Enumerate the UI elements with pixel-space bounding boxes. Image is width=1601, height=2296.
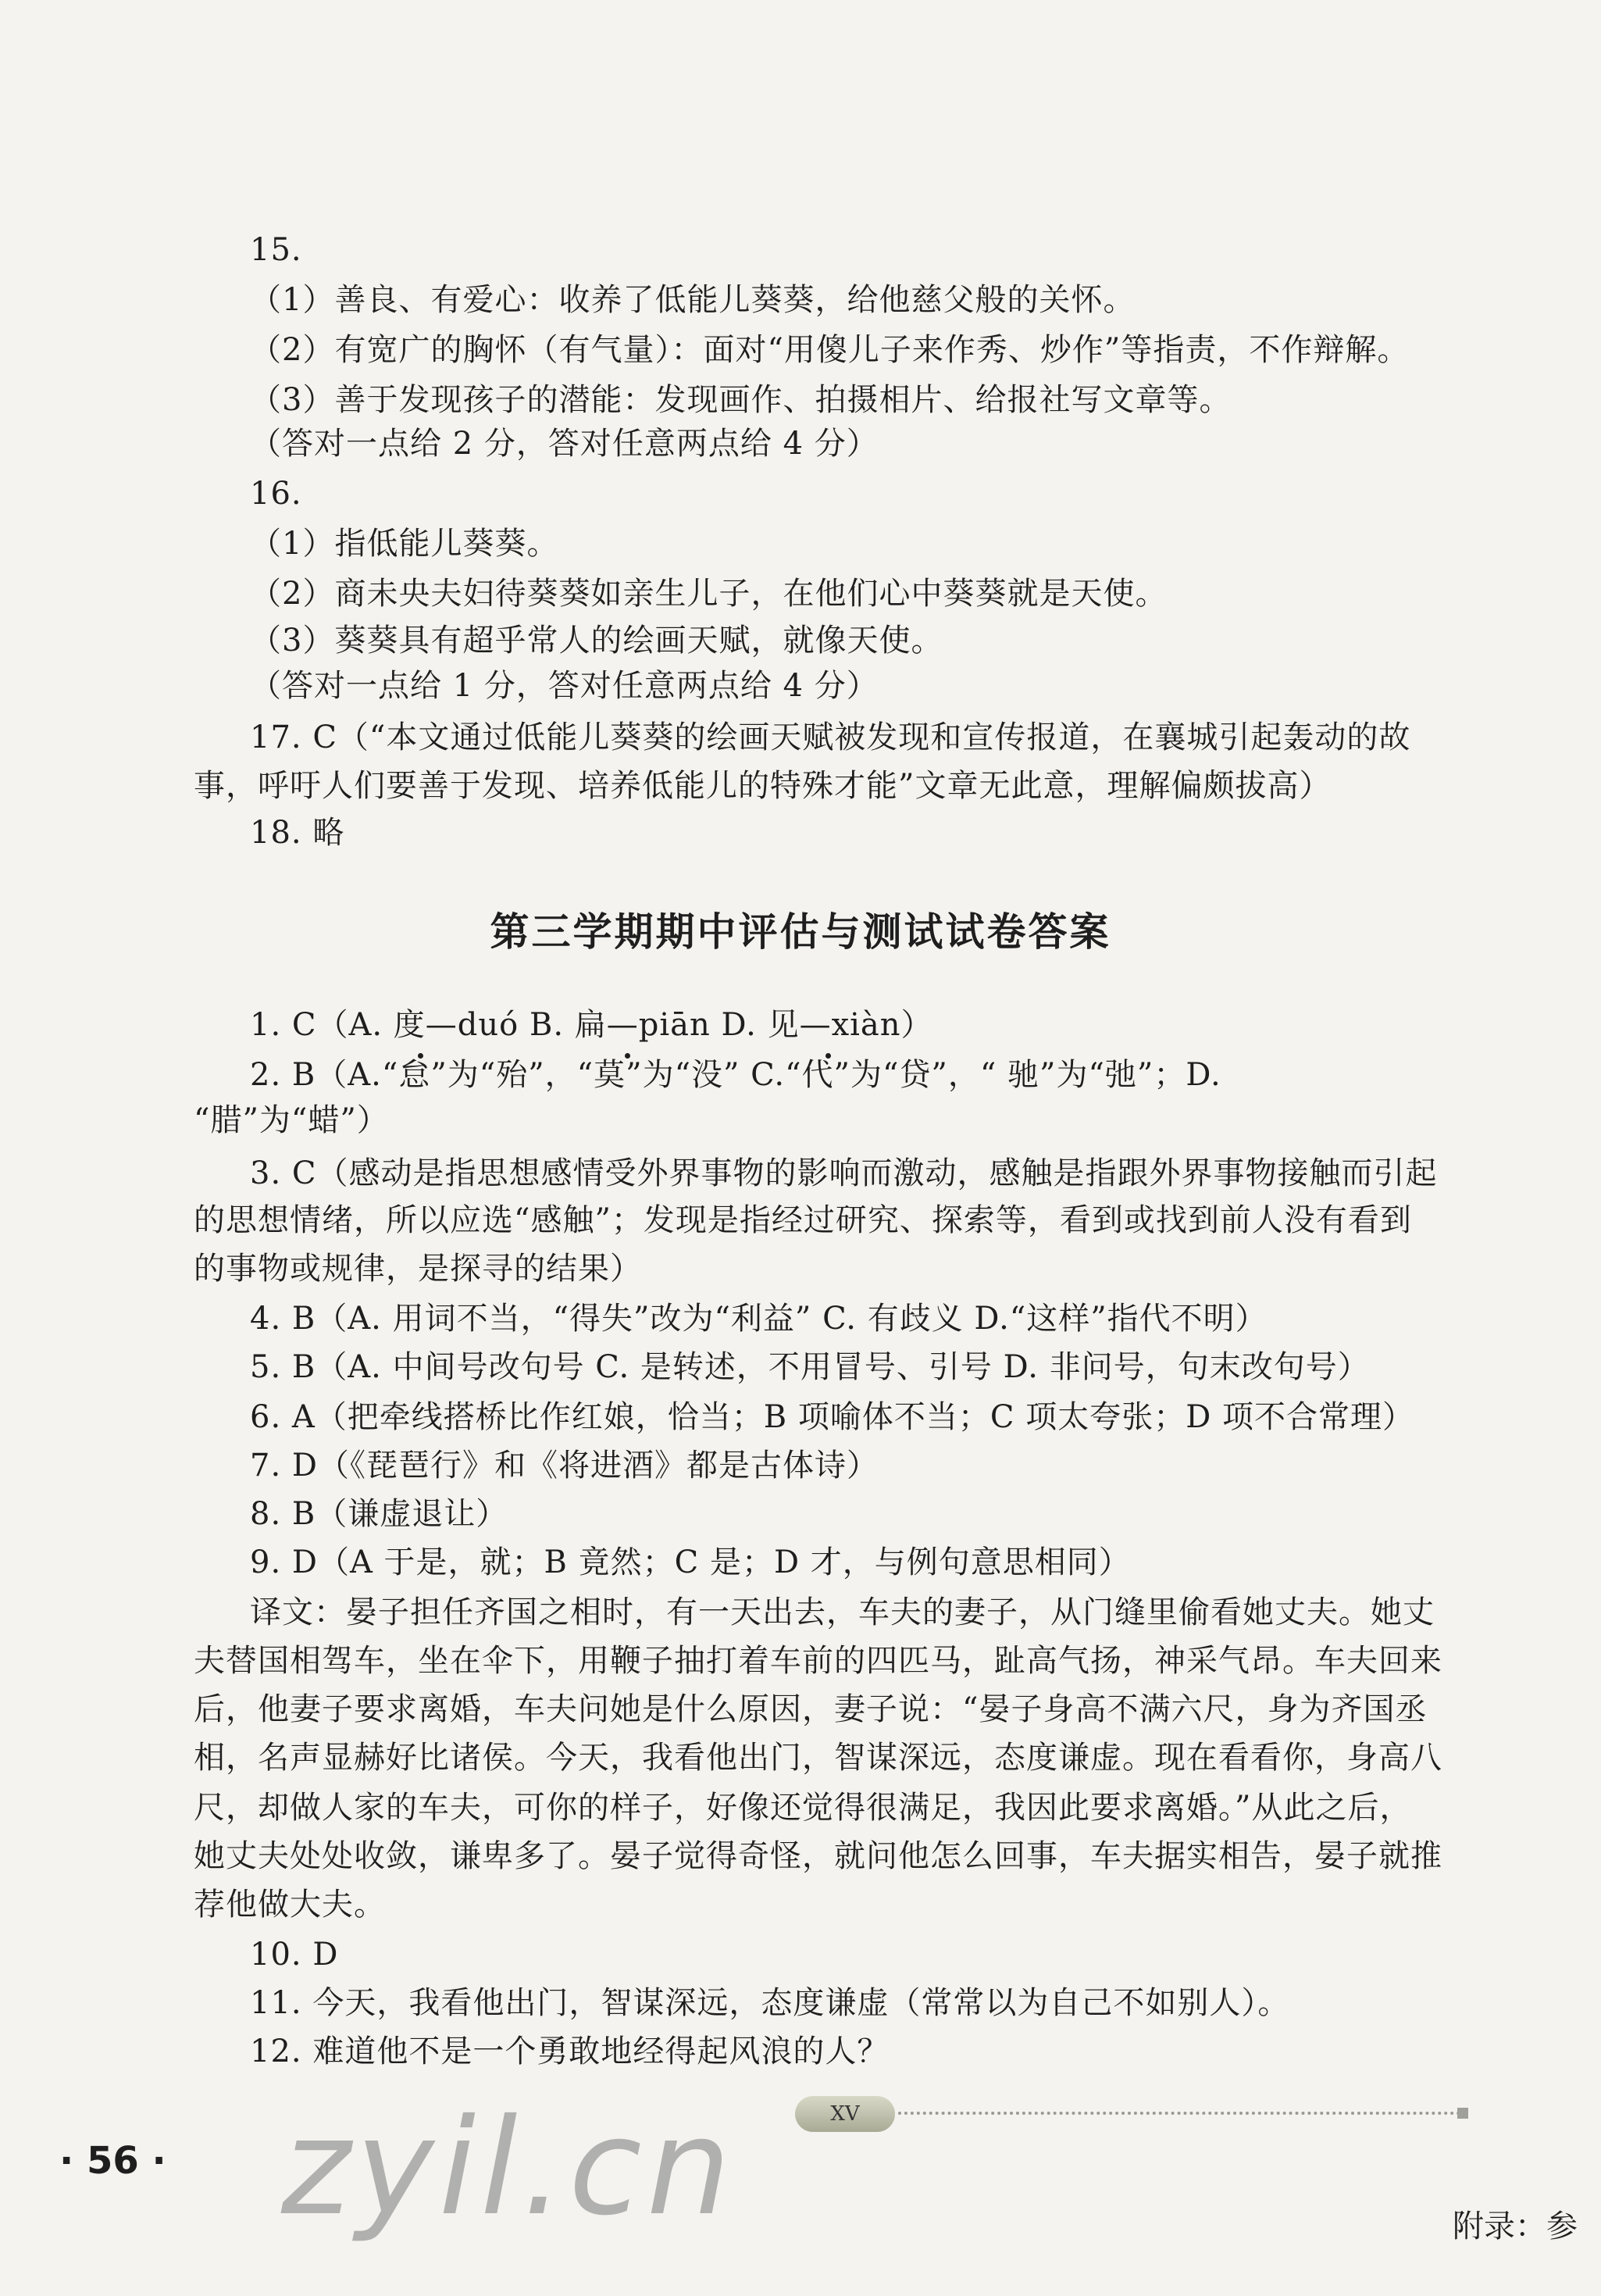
- answer-line: 10. D: [250, 1937, 339, 1973]
- answer-line: 6. A（把牵线搭桥比作红娘，恰当；B 项喻体不当；C 项太夸张；D 项不合常理）: [250, 1399, 1414, 1435]
- answer-line: 2. B（A.“怠”为“殆”，“莫”为“没” C.“代”为“贷”，“ 驰”为“弛”；D.: [250, 1057, 1221, 1093]
- scoring-note: （答对一点给 1 分，答对任意两点给 4 分）: [250, 668, 879, 704]
- answer-line: （3）葵葵具有超乎常人的绘画天赋，就像天使。: [250, 623, 943, 659]
- watermark: zyil.cn: [281, 2091, 736, 2245]
- answer-line: 9. D（A 于是，就；B 竟然；C 是；D 才，与例句意思相同）: [250, 1544, 1131, 1580]
- answer-line: 5. B（A. 中间号改句号 C. 是转述，不用冒号、引号 D. 非问号，句末改句号）: [250, 1349, 1370, 1385]
- translation-line: 相，名声显赫好比诸侯。今天，我看他出门，智谋深远，态度谦虚。现在看看你，身高八: [194, 1740, 1442, 1776]
- answer-line: 12. 难道他不是一个勇敢地经得起风浪的人？: [250, 2034, 890, 2069]
- answer-line: 1. C（A. 度—duó B. 扁—piān D. 见—xiàn）: [250, 1007, 933, 1043]
- answer-line: （1）善良、有爱心：收养了低能儿葵葵，给他慈父般的关怀。: [250, 282, 1136, 318]
- footer-rule-end: [1457, 2108, 1468, 2119]
- translation-line: 夫替国相驾车，坐在伞下，用鞭子抽打着车前的四匹马，趾高气扬，神采气昂。车夫回来: [194, 1643, 1442, 1679]
- appendix-label: 附录：参: [1453, 2209, 1578, 2244]
- question-number: 15.: [250, 232, 302, 268]
- answer-line: 的思想情绪，所以应选“感触”；发现是指经过研究、探索等，看到或找到前人没有看到: [194, 1202, 1412, 1238]
- answer-line: 的事物或规律，是探寻的结果）: [194, 1251, 642, 1287]
- answer-line: （2）商未央夫妇待葵葵如亲生儿子，在他们心中葵葵就是天使。: [250, 576, 1168, 612]
- page-number: · 56 ·: [59, 2139, 166, 2183]
- answer-line: （2）有宽广的胸怀（有气量）：面对“用傻儿子来作秀、炒作”等指责，不作辩解。: [250, 332, 1410, 368]
- answer-line: “腊”为“蜡”）: [194, 1102, 389, 1138]
- translation-line: 尺，却做人家的车夫，可你的样子，好像还觉得很满足，我因此要求离婚。”从此之后，: [194, 1790, 1412, 1826]
- answer-line: 8. B（谦虚退让）: [250, 1496, 508, 1532]
- translation-line: 她丈夫处处收敛，谦卑多了。晏子觉得奇怪，就问他怎么回事，车夫据实相告，晏子就推: [194, 1838, 1442, 1874]
- question-number: 16.: [250, 476, 302, 512]
- section-heading: 第三学期期中评估与测试试卷答案: [490, 909, 1111, 955]
- answer-line: 17. C（“本文通过低能儿葵葵的绘画天赋被发现和宣传报道，在襄城引起轰动的故: [250, 720, 1411, 755]
- answer-line: 3. C（感动是指思想感情受外界事物的影响而激动，感触是指跟外界事物接触而引起: [250, 1155, 1438, 1191]
- footer-dotted-rule: [898, 2112, 1460, 2115]
- answer-line: 11. 今天，我看他出门，智谋深远，态度谦虚（常常以为自己不如别人）。: [250, 1985, 1290, 2021]
- answer-line: 4. B（A. 用词不当，“得失”改为“利益” C. 有歧义 D.“这样”指代不明）: [250, 1301, 1268, 1337]
- answer-line: （3）善于发现孩子的潜能：发现画作、拍摄相片、给报社写文章等。: [250, 382, 1232, 418]
- answer-line: 事，呼吁人们要善于发现、培养低能儿的特殊才能”文章无此意，理解偏颇拔高）: [194, 768, 1332, 804]
- answer-line: 18. 略: [250, 815, 345, 851]
- translation-line: 译文：晏子担任齐国之相时，有一天出去，车夫的妻子，从门缝里偷看她丈夫。她丈: [250, 1594, 1435, 1630]
- translation-line: 荐他做大夫。: [194, 1887, 386, 1923]
- scoring-note: （答对一点给 2 分，答对任意两点给 4 分）: [250, 426, 879, 462]
- answer-line: （1）指低能儿葵葵。: [250, 526, 559, 562]
- translation-line: 后，他妻子要求离婚，车夫问她是什么原因，妻子说：“晏子身高不满六尺，身为齐国丞: [194, 1691, 1428, 1727]
- answer-line: 7. D（《琵琶行》和《将进酒》都是古体诗）: [250, 1448, 879, 1484]
- section-roman-badge: XV: [795, 2096, 895, 2132]
